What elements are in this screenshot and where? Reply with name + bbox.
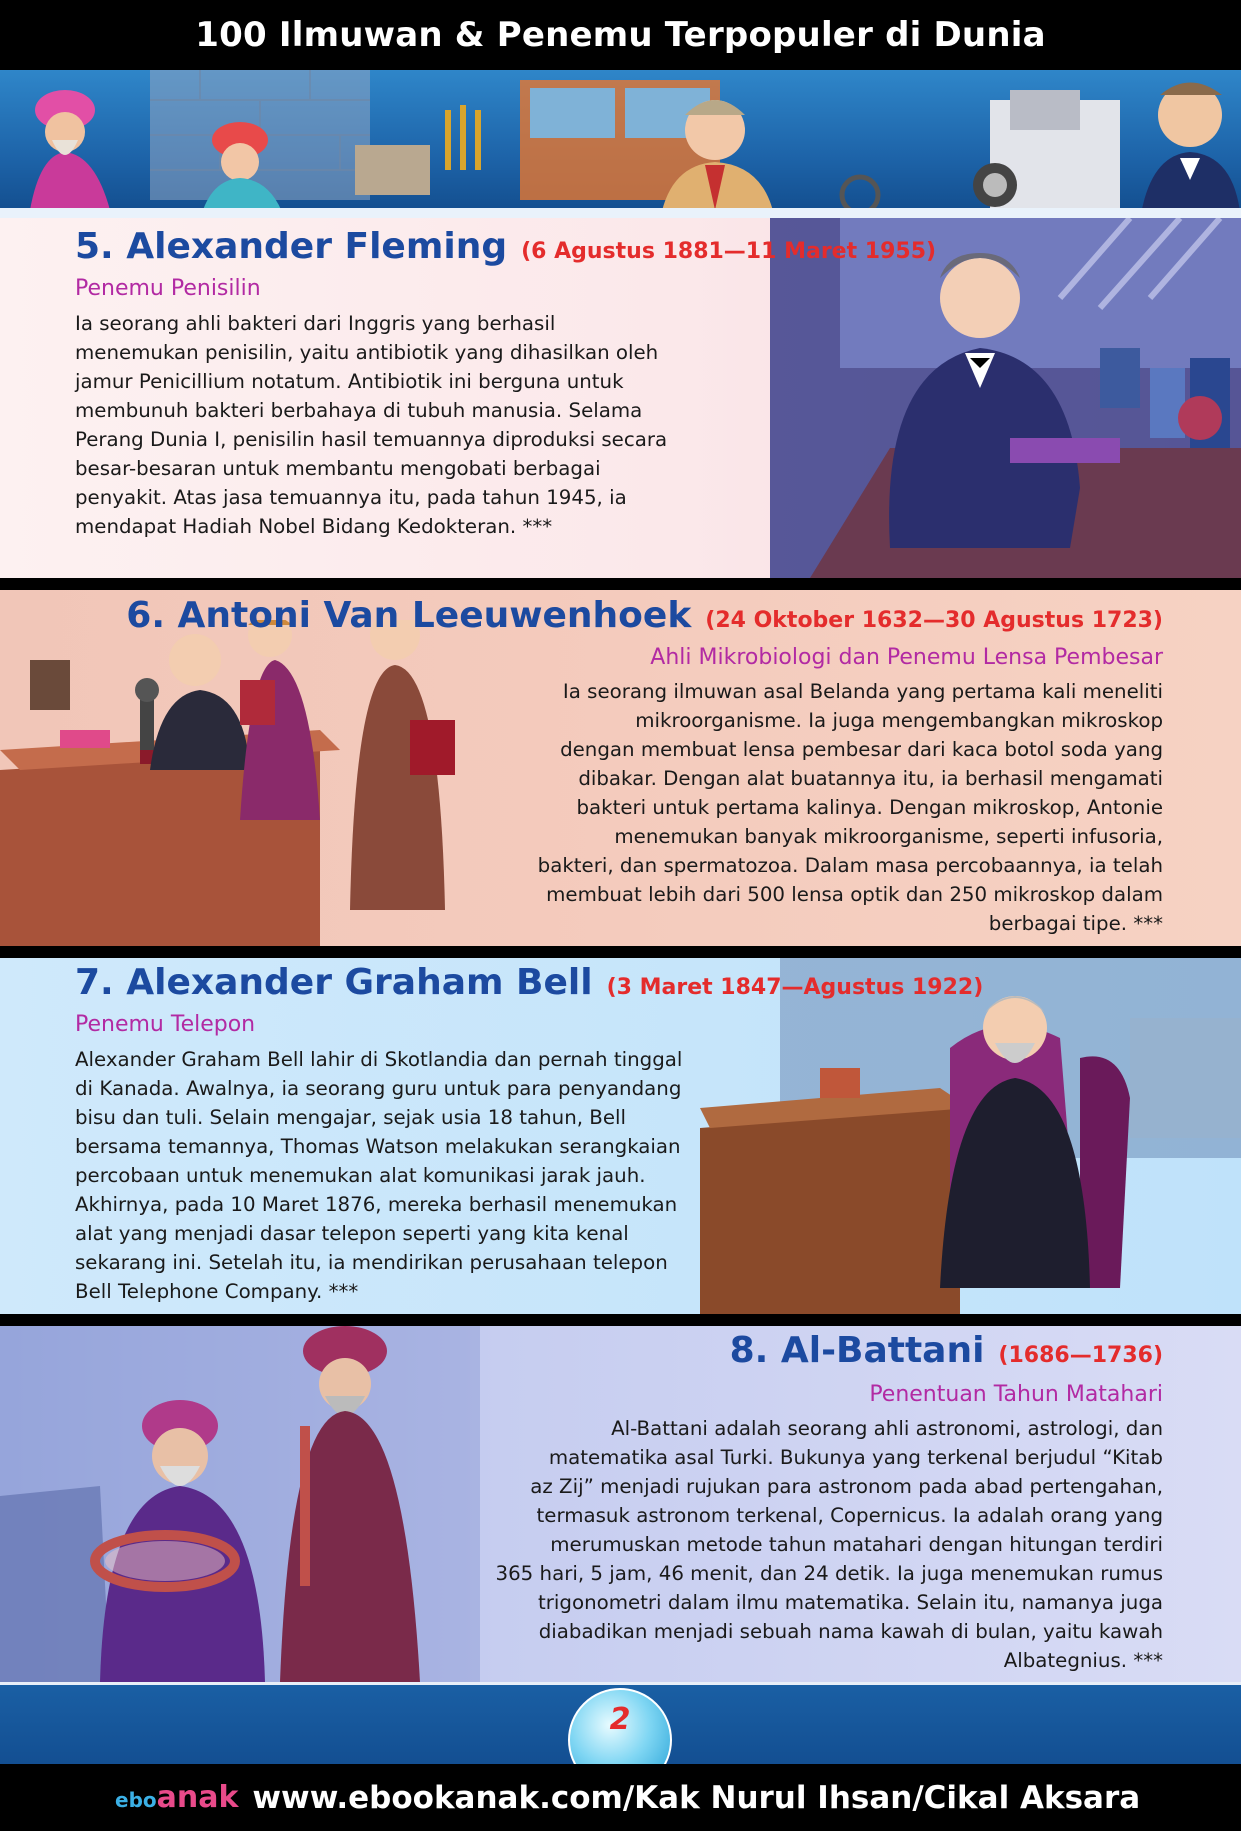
- text-line: menemukan penisilin, yaitu antibiotik yang dihasilkan oleh: [75, 341, 659, 364]
- text-line: Akhirnya, pada 10 Maret 1876, mereka berhasil menemukan: [75, 1193, 678, 1216]
- text-line: merumuskan metode tahun matahari dengan hitungan terdiri: [550, 1533, 1163, 1556]
- scientist-dates: (24 Oktober 1632—30 Agustus 1723): [705, 608, 1163, 633]
- scientist-dates: (1686—1736): [998, 1343, 1163, 1368]
- fleming-illustration: [770, 218, 1241, 578]
- text-line: Alexander Graham Bell lahir di Skotlandia dan pernah tinggal: [75, 1048, 683, 1071]
- logo-text-bottom: anak: [156, 1780, 239, 1815]
- text-line: bersama temannya, Thomas Watson melakukan serangkaian: [75, 1135, 681, 1158]
- text-line: diabadikan menjadi sebuah nama kawah di bulan, yaitu kawah: [538, 1620, 1163, 1643]
- banner-scene: [0, 70, 1241, 218]
- text-line: bakteri untuk pertama kalinya. Dengan mikroskop, Antonie: [576, 796, 1163, 819]
- text-line: berbagai tipe. ***: [988, 912, 1163, 935]
- text-line: az Zij” menjadi rujukan para astronom pada abad pertengahan,: [530, 1475, 1163, 1498]
- text-line: bisu dan tuli. Selain mengajar, sejak usia 18 tahun, Bell: [75, 1106, 627, 1129]
- scientist-name: 8. Al-Battani: [729, 1330, 985, 1371]
- scientist-name: 5. Alexander Fleming: [75, 226, 508, 267]
- text-line: alat yang menjadi dasar telepon seperti yang kita kenal: [75, 1222, 629, 1245]
- bell-illustration: [700, 958, 1241, 1314]
- text-line: bakteri, dan spermatozoa. Dalam masa percobaannya, ia telah: [537, 854, 1163, 877]
- scientist-description: [413, 1414, 1163, 1675]
- scientist-section-bell: [0, 958, 1241, 1314]
- scientist-name: 7. Alexander Graham Bell: [75, 962, 593, 1003]
- text-line: Bell Telephone Company. ***: [75, 1280, 359, 1303]
- scientist-dates: (6 Agustus 1881—11 Maret 1955): [521, 239, 937, 264]
- page-number: 2: [609, 1702, 631, 1737]
- text-line: jamur Penicillium notatum. Antibiotik ini berguna untuk: [75, 370, 624, 393]
- scientist-role: Ahli Mikrobiologi dan Penemu Lensa Pembesar: [650, 645, 1163, 670]
- footer-website-link[interactable]: www.ebookanak.com/Kak Nurul Ihsan/Cikal Aksara: [252, 1779, 1141, 1816]
- scientist-heading-bell: [75, 962, 983, 1003]
- scientist-section-al-battani: [0, 1326, 1241, 1682]
- text-line: percobaan untuk menemukan alat komunikasi jarak jauh.: [75, 1164, 646, 1187]
- scientist-dates: (3 Maret 1847—Agustus 1922): [606, 975, 984, 1000]
- scientist-name: 6. Antoni Van Leeuwenhoek: [126, 595, 692, 636]
- text-line: membuat lebih dari 500 lensa optik dan 250 mikroskop dalam: [546, 883, 1163, 906]
- text-line: mendapat Hadiah Nobel Bidang Kedokteran. ***: [75, 515, 553, 538]
- text-line: matematika asal Turki. Bukunya yang terkenal berjudul “Kitab: [548, 1446, 1163, 1469]
- page-title: [0, 0, 1241, 70]
- text-line: mikroorganisme. Ia juga mengembangkan mikroskop: [635, 709, 1163, 732]
- text-line: membunuh bakteri berbahaya di tubuh manusia. Selama: [75, 399, 643, 422]
- scientist-role: Penemu Penisilin: [75, 276, 261, 301]
- scientist-heading-al-battani: [730, 1330, 1163, 1371]
- ebookanak-logo: [115, 1780, 238, 1815]
- text-line: Al-Battani adalah seorang ahli astronomi, astrologi, dan: [611, 1417, 1163, 1440]
- al-battani-illustration: [0, 1326, 480, 1682]
- scientist-role: Penemu Telepon: [75, 1012, 256, 1037]
- text-line: trigonometri dalam ilmu matematika. Selain itu, namanya juga: [538, 1591, 1163, 1614]
- scientist-description: [75, 309, 755, 541]
- text-line: Ia seorang ilmuwan asal Belanda yang pertama kali meneliti: [562, 680, 1163, 703]
- footer-bar: [0, 1764, 1241, 1831]
- text-line: Perang Dunia I, penisilin hasil temuannya diproduksi secara: [75, 428, 668, 451]
- text-line: dengan membuat lensa pembesar dari kaca botol soda yang: [560, 738, 1163, 761]
- scientist-description: [423, 677, 1163, 938]
- scientist-section-fleming: [0, 218, 1241, 578]
- text-line: 365 hari, 5 jam, 46 menit, dan 24 detik. Ia juga menemukan rumus: [495, 1562, 1163, 1585]
- text-line: menemukan banyak mikroorganisme, seperti infusoria,: [614, 825, 1163, 848]
- text-line: di Kanada. Awalnya, ia seorang guru untuk para penyandang: [75, 1077, 682, 1100]
- logo-text-top: ebo: [115, 1788, 157, 1812]
- header-banner-illustration: [0, 70, 1241, 218]
- scientist-description: [75, 1045, 775, 1306]
- text-line: termasuk astronom terkenal, Copernicus. Ia adalah orang yang: [536, 1504, 1163, 1527]
- text-line: sekarang ini. Setelah itu, ia mendirikan perusahaan telepon: [75, 1251, 668, 1274]
- scientist-role: Penentuan Tahun Matahari: [869, 1382, 1163, 1407]
- banner-divider: [0, 208, 1241, 218]
- text-line: besar-besaran untuk membantu mengobati berbagai: [75, 457, 601, 480]
- scientist-section-leeuwenhoek: [0, 590, 1241, 946]
- page-title-text: 100 Ilmuwan & Penemu Terpopuler di Dunia: [195, 15, 1046, 55]
- text-line: dibakar. Dengan alat buatannya itu, ia berhasil mengamati: [578, 767, 1163, 790]
- text-line: Ia seorang ahli bakteri dari Inggris yang berhasil: [75, 312, 556, 335]
- scientist-heading-leeuwenhoek: [126, 595, 1163, 636]
- text-line: penyakit. Atas jasa temuannya itu, pada tahun 1945, ia: [75, 486, 627, 509]
- text-line: Albategnius. ***: [1003, 1649, 1163, 1672]
- scientist-heading-fleming: [75, 226, 936, 267]
